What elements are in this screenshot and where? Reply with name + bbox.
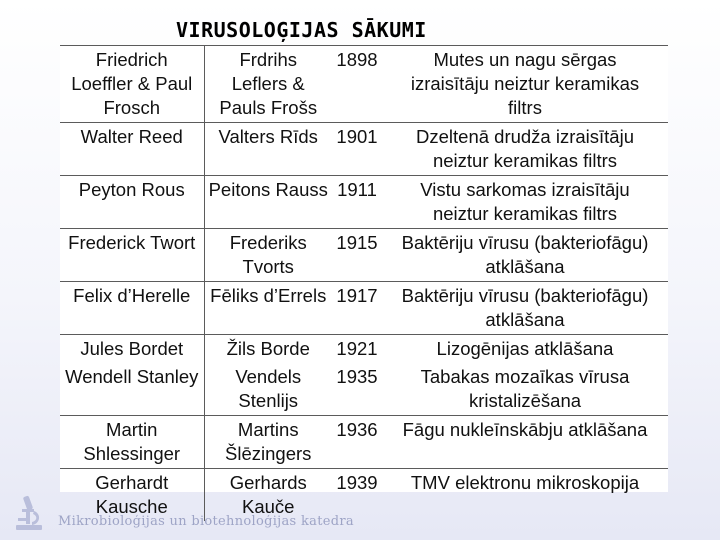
- scientist-name-cell: Felix d’Herelle: [60, 282, 204, 335]
- table-row: [60, 46, 668, 123]
- footer: [6, 492, 426, 532]
- discovery-cell: Baktēriju vīrusu (bakteriofāgu) atklāšana: [382, 282, 668, 335]
- table-row: [60, 176, 668, 229]
- discovery-cell: Tabakas mozaīkas vīrusa kristalizēšana: [420, 366, 630, 411]
- year-cell: 1911: [332, 176, 382, 229]
- scientist-latvian-name-cell: Valters Rīds: [204, 123, 332, 176]
- scientist-name-cell: Jules Bordet: [60, 335, 204, 364]
- scientist-latvian-name-cell: Žils Borde: [204, 335, 332, 364]
- year-cell: 1917: [332, 282, 382, 335]
- year-cell: 1915: [332, 229, 382, 282]
- scientist-latvian-name-cell: Vendels Stenlijs: [235, 366, 302, 411]
- discovery-cell: TMV elektronu mikroskopija: [382, 469, 668, 522]
- table-row: [60, 123, 668, 176]
- year-cell: 1901: [332, 123, 382, 176]
- scientist-latvian-name-cell: Gerhards Kauče: [204, 469, 332, 522]
- year-cell: 1936: [332, 416, 382, 469]
- scientist-latvian-name-cell: Fēliks d’Errels: [204, 282, 332, 335]
- discovery-cell: Baktēriju vīrusu (bakteriofāgu) atklāšana: [382, 229, 668, 282]
- discovery-cell: Lizogēnijas atklāšana: [382, 335, 668, 364]
- scientist-name-cell: Walter Reed: [60, 123, 204, 176]
- table-row: [60, 335, 668, 364]
- slide-title: VIRUSOLOĢIJAS SĀKUMI: [176, 18, 427, 42]
- scientist-latvian-name-cell: Peitons Rauss: [204, 176, 332, 229]
- scientist-name-cell: Friedrich Loeffler & Paul Frosch: [60, 46, 204, 123]
- discovery-cell: Mutes un nagu sērgas izraisītāju neiztur keramikas filtrs: [382, 46, 668, 123]
- scientist-name-cell: Gerhardt Kausche: [60, 469, 204, 522]
- table-row: [60, 229, 668, 282]
- department-name: Mikrobioloģijas un biotehnoloģijas katedra: [58, 514, 354, 529]
- scientist-latvian-name-cell: Frederiks Tvorts: [204, 229, 332, 282]
- year-cell: 1935: [336, 366, 378, 387]
- year-cell: 1898: [332, 46, 382, 123]
- scientist-name-cell: Martin Shlessinger: [60, 416, 204, 469]
- year-cell: 1921: [332, 335, 382, 364]
- scientist-name-cell: Frederick Twort: [60, 229, 204, 282]
- discovery-cell: Dzeltenā drudža izraisītāju neiztur keramikas filtrs: [382, 123, 668, 176]
- table-row: [60, 282, 668, 335]
- history-table-container: [60, 45, 668, 517]
- scientist-name-cell: Peyton Rous: [60, 176, 204, 229]
- history-table: [60, 45, 668, 521]
- discovery-cell: Fāgu nukleīnskābju atklāšana: [382, 416, 668, 469]
- scientist-latvian-name-cell: Frdrihs Leflers & Pauls Frošs: [204, 46, 332, 123]
- microscope-icon: [10, 494, 46, 539]
- table-row: [60, 363, 668, 416]
- scientist-name-cell: Wendell Stanley: [60, 363, 204, 416]
- scientist-latvian-name-cell: Martins Šlēzingers: [204, 416, 332, 469]
- discovery-cell: Vistu sarkomas izraisītāju neiztur keramikas filtrs: [382, 176, 668, 229]
- table-row: [60, 416, 668, 469]
- year-cell: 1939: [332, 469, 382, 522]
